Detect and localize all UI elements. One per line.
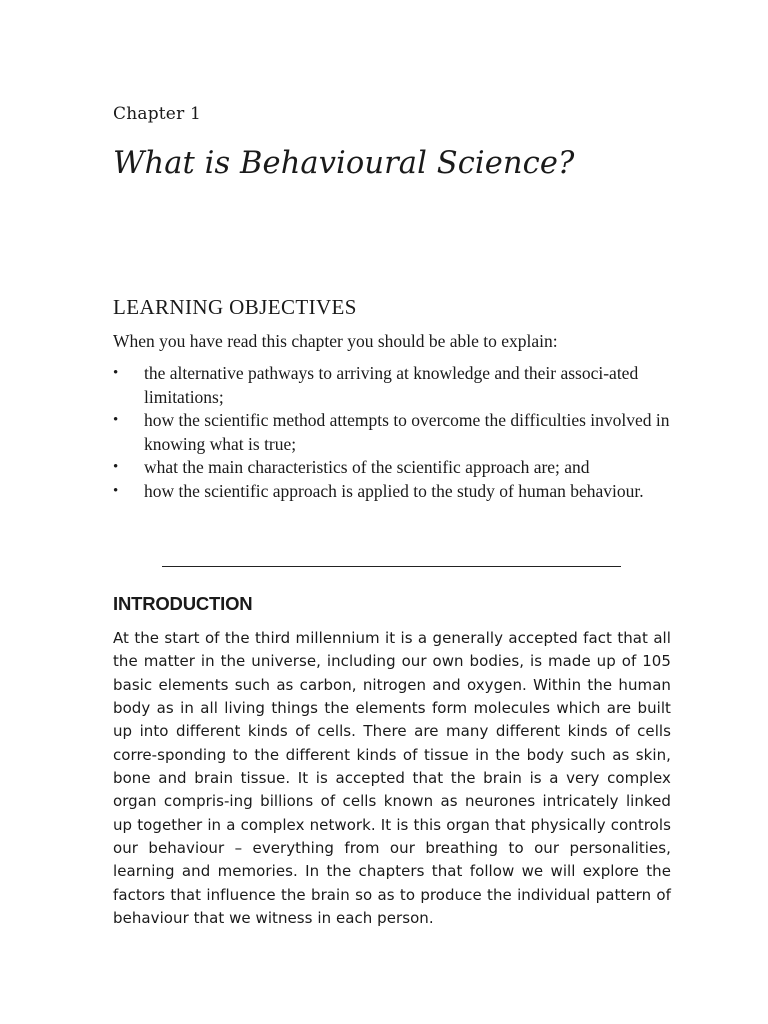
list-item xyxy=(113,362,673,409)
list-item xyxy=(113,456,673,480)
list-item-text: what the main characteristics of the scientific approach are; and xyxy=(144,457,590,477)
introduction-heading: INTRODUCTION xyxy=(113,593,253,614)
list-item xyxy=(113,480,673,504)
list-item-text: the alternative pathways to arriving at knowledge and their associ-ated limitations; xyxy=(144,363,639,407)
bullet-icon: • xyxy=(113,482,119,499)
learning-objectives-intro: When you have read this chapter you should be able to explain: xyxy=(113,331,558,351)
section-divider xyxy=(162,566,621,567)
chapter-label: Chapter 1 xyxy=(113,104,202,124)
learning-objectives-heading: LEARNING OBJECTIVES xyxy=(113,295,357,319)
introduction-paragraph: At the start of the third millennium it is a generally accepted fact that all the matter in the universe, including our own bodies, is made up of 105 basic elements such as carbon, nitrogen and oxygen. Within the human body as in all living things the elements form molecules which are built up into different kinds of cells. There are many different kinds of cells corre-sponding to the different kinds of tissue in the body such as skin, bone and brain tissue. It is accepted that the brain is a very complex organ compris-ing billions of cells known as neurones intricately linked up together in a complex network. It is this organ that physically controls our behaviour – everything from our breathing to our personalities, learning and memories. In the chapters that follow we will explore the factors that influence the brain so as to produce the individual pattern of behaviour that we witness in each person. xyxy=(113,629,671,928)
bullet-icon: • xyxy=(113,365,119,381)
learning-objectives-list xyxy=(113,362,673,503)
bullet-icon: • xyxy=(113,459,119,475)
bullet-icon: • xyxy=(113,412,119,428)
chapter-title: What is Behavioural Science? xyxy=(113,146,575,181)
list-item-text: how the scientific method attempts to overcome the difficulties involved in knowing what is true; xyxy=(144,410,670,454)
list-item-text: how the scientific approach is applied to the study of human behaviour. xyxy=(144,480,644,501)
list-item xyxy=(113,409,673,456)
